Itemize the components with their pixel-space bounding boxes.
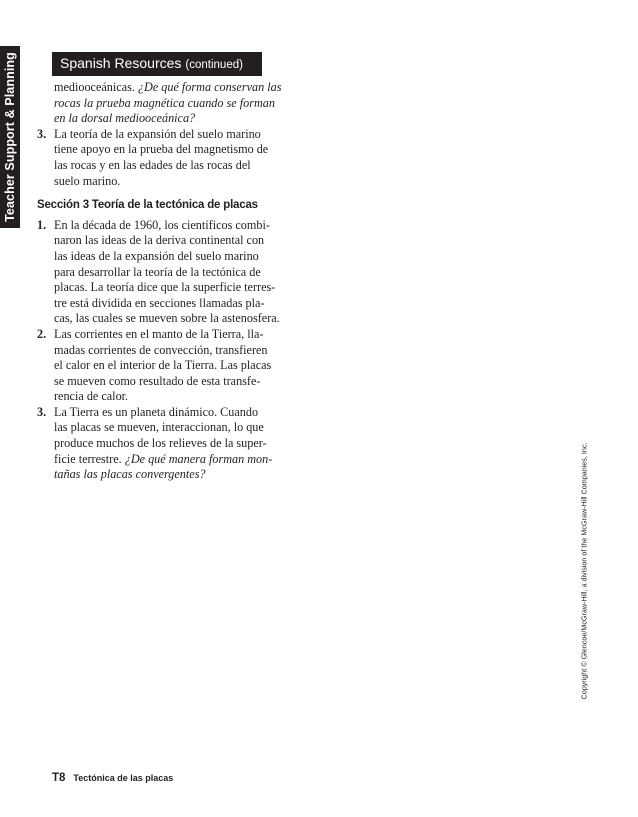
text-line: La Tierra es un planeta dinámico. Cuando bbox=[54, 404, 259, 419]
item-number: 2. bbox=[37, 326, 47, 341]
page-number: T8 bbox=[52, 772, 66, 784]
text-line: produce muchos de los relieves de la super- bbox=[54, 436, 267, 451]
header-title: Spanish Resources bbox=[60, 55, 182, 71]
section-3-heading: Sección 3 Teoría de la tectónica de placas bbox=[37, 199, 258, 212]
text-line: La teoría de la expansión del suelo marino bbox=[54, 126, 261, 141]
text-line: Las corrientes en el manto de la Tierra, lla- bbox=[54, 326, 264, 341]
text-line: madas corrientes de convección, transfieren bbox=[54, 342, 268, 357]
text-line: el calor en el interior de la Tierra. Las placas bbox=[54, 358, 272, 373]
item-number: 1. bbox=[37, 217, 47, 232]
text-line: tiene apoyo en la prueba del magnetismo de bbox=[54, 142, 269, 157]
main-content bbox=[37, 80, 287, 483]
text-line: las placas se mueven, interaccionan, lo que bbox=[54, 420, 264, 435]
text-line: rencia de calor. bbox=[54, 389, 129, 404]
item-number: 3. bbox=[37, 126, 47, 141]
text-line: se mueven como resultado de esta transfe- bbox=[54, 373, 261, 388]
text-line: cas, las cuales se mueven sobre la astenosfera. bbox=[54, 311, 280, 326]
text-line: las rocas y en las edades de las rocas del bbox=[54, 157, 251, 172]
text-line: en la dorsal mediooceánica? bbox=[54, 111, 196, 126]
text-line: ficie terrestre. ¿De qué manera forman mon- bbox=[54, 451, 273, 466]
copyright-notice: Copyright © Glencoe/McGraw-Hill, a division of the McGraw-Hill Companies, Inc. bbox=[579, 442, 589, 700]
text-line: En la década de 1960, los científicos combi- bbox=[54, 217, 270, 232]
text-line: rocas la prueba magnética cuando se forman bbox=[54, 95, 275, 110]
footer-title: Tectónica de las placas bbox=[73, 773, 174, 783]
page-footer bbox=[52, 768, 173, 786]
section-header-bar bbox=[52, 52, 262, 76]
side-tab-label: Teacher Support & Planning bbox=[3, 52, 17, 222]
list-item-3 bbox=[37, 405, 287, 483]
list-item-1 bbox=[37, 218, 287, 327]
text-line: tre está dividida en secciones llamadas pla- bbox=[54, 295, 265, 310]
item-number: 3. bbox=[37, 404, 47, 419]
text-line: para desarrollar la teoría de la tectónica de bbox=[54, 264, 261, 279]
text-line: las ideas de la expansión del suelo marino bbox=[54, 248, 259, 263]
list-item-2 bbox=[37, 327, 287, 405]
text-line: tañas las placas convergentes? bbox=[54, 467, 206, 482]
continuation-paragraph bbox=[37, 80, 287, 127]
text-line: mediooceánicas. ¿De qué forma conservan las bbox=[54, 80, 282, 94]
text-line: suelo marino. bbox=[54, 173, 121, 188]
text-line: naron las ideas de la deriva continental con bbox=[54, 233, 265, 248]
list-item-3-section2 bbox=[37, 127, 287, 189]
header-continued: (continued) bbox=[185, 59, 243, 71]
text-line: placas. La teoría dice que la superficie terres- bbox=[54, 280, 276, 295]
